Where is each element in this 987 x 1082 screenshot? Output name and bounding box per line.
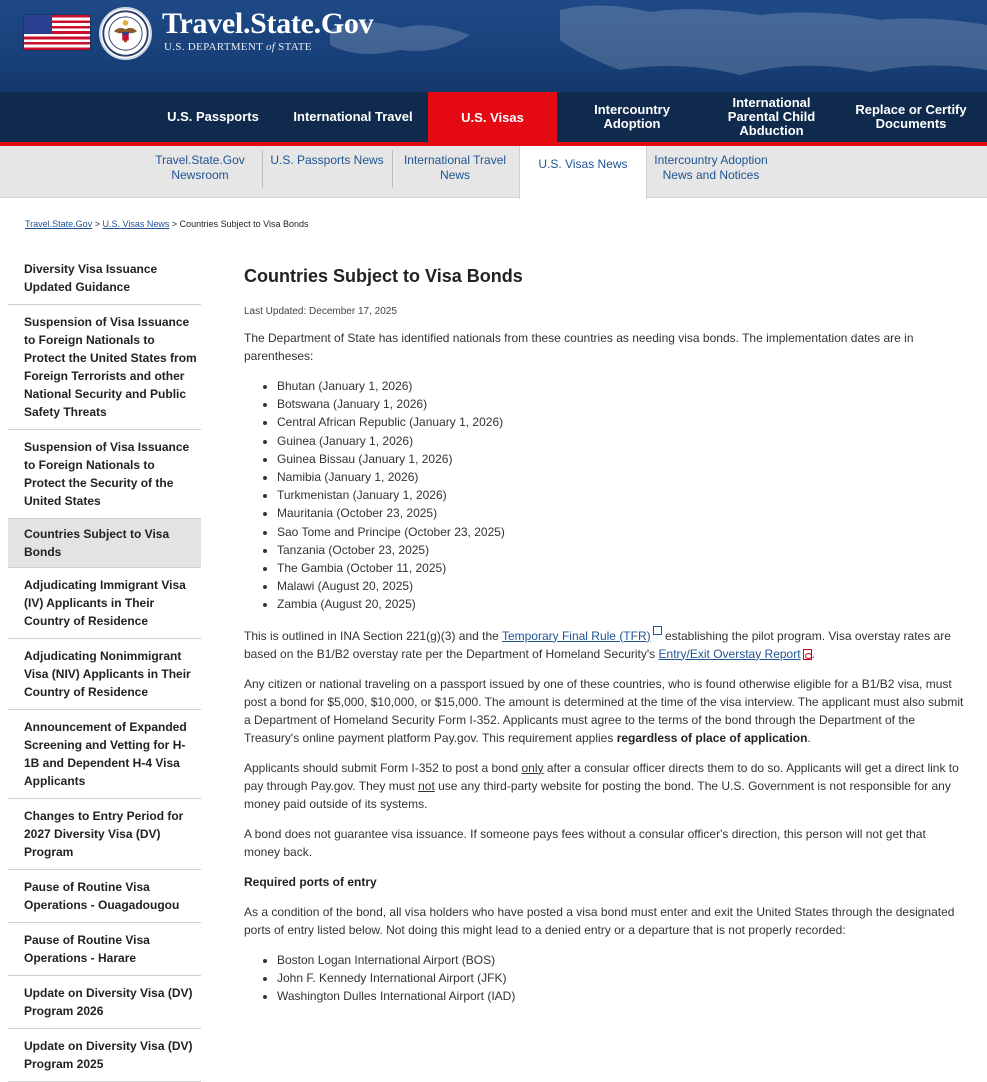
subnav-us-passports-news[interactable]: U.S. Passports News bbox=[270, 153, 384, 167]
ports-paragraph: As a condition of the bond, all visa holders who have posted a visa bond must enter and exit the United States through the designated ports of entry listed below. Not doing this might lead to a denied entry or a departure that is not properly recorded: bbox=[244, 904, 955, 937]
overstay-report-link[interactable]: Entry/Exit Overstay Report bbox=[658, 646, 801, 661]
bond-amount-paragraph: Any citizen or national traveling on a passport issued by one of these countries, who is found otherwise eligible for a B1/B2 visa, must post a bond for $5,000, $10,000, or $15,000. The amount is determined at the time of the visa interview. The applicant must also submit a Department of Homeland Security Form I-352. Applicants must agree to the terms of the bond through the Department of the Treasury's online payment platform Pay.gov. This requirement applies regardless of place of application. bbox=[244, 676, 964, 745]
guarantee-paragraph: A bond does not guarantee visa issuance. If someone pays fees without a consular officer's direction, this person will not get that money back. bbox=[244, 826, 926, 859]
nav-us-passports[interactable]: U.S. Passports bbox=[167, 109, 259, 124]
nav-intercountry-adoption[interactable]: Intercountry Adoption bbox=[594, 102, 670, 131]
sidebar-item[interactable]: Update on Diversity Visa (DV) Program 2025 bbox=[8, 1029, 201, 1082]
temporary-final-rule-link[interactable]: Temporary Final Rule (TFR) bbox=[501, 628, 651, 643]
sidebar-item-active[interactable]: Countries Subject to Visa Bonds bbox=[8, 519, 201, 568]
nav-international-parental-child-abduction[interactable]: International Parental Child Abduction bbox=[727, 95, 816, 138]
list-item: • Guinea Bissau (January 1, 2026) bbox=[277, 450, 964, 468]
main-navigation bbox=[0, 92, 987, 142]
external-link-icon bbox=[653, 626, 662, 635]
sidebar-item[interactable]: Suspension of Visa Issuance to Foreign Nationals to Protect the Security of the United States bbox=[8, 430, 201, 519]
nav-replace-or-certify-documents[interactable]: Replace or Certify Documents bbox=[855, 102, 967, 131]
subnav-separator bbox=[262, 150, 263, 188]
breadcrumb: Travel.State.Gov > U.S. Visas News > Countries Subject to Visa Bonds bbox=[25, 219, 309, 229]
nav-us-visas[interactable]: U.S. Visas bbox=[428, 92, 557, 143]
sidebar-item[interactable]: Suspension of Visa Issuance to Foreign Nationals to Protect the United States from Foreign Terrorists and other National Security and Public Safety Threats bbox=[8, 305, 201, 430]
sidebar-item[interactable]: Changes to Entry Period for 2027 Diversity Visa (DV) Program bbox=[8, 799, 201, 870]
sidebar-item[interactable]: Pause of Routine Visa Operations - Harare bbox=[8, 923, 201, 976]
list-item: • Malawi (August 20, 2025) bbox=[277, 577, 964, 595]
site-subtitle: U.S. DEPARTMENT of STATE bbox=[164, 41, 312, 53]
last-updated: Last Updated: December 17, 2025 bbox=[244, 306, 397, 317]
list-item: • Turkmenistan (January 1, 2026) bbox=[277, 486, 964, 504]
subnav-newsroom[interactable]: Travel.State.Gov Newsroom bbox=[155, 153, 245, 182]
subnav-separator bbox=[392, 150, 393, 188]
list-item: • Bhutan (January 1, 2026) bbox=[277, 377, 964, 395]
nav-international-travel[interactable]: International Travel bbox=[293, 109, 413, 124]
breadcrumb-current: Countries Subject to Visa Bonds bbox=[179, 219, 309, 229]
list-item: • Tanzania (October 23, 2025) bbox=[277, 541, 964, 559]
subnav-international-travel-news[interactable]: International Travel News bbox=[403, 153, 507, 182]
sidebar-item[interactable]: Adjudicating Immigrant Visa (IV) Applicants in Their Country of Residence bbox=[8, 568, 201, 639]
sidebar-item[interactable]: Adjudicating Nonimmigrant Visa (NIV) Applicants in Their Country of Residence bbox=[8, 639, 201, 710]
sidebar-item[interactable]: Announcement of Expanded Screening and Vetting for H-1B and Dependent H-4 Visa Applicants bbox=[8, 710, 201, 799]
list-item: • Central African Republic (January 1, 2026) bbox=[277, 413, 964, 431]
sidebar-item[interactable]: Update on Diversity Visa (DV) Program 2026 bbox=[8, 976, 201, 1029]
state-department-seal-icon[interactable] bbox=[99, 7, 152, 60]
list-item: • John F. Kennedy International Airport (JFK) bbox=[277, 969, 964, 987]
country-list bbox=[244, 377, 964, 614]
site-title[interactable]: Travel.State.Gov bbox=[162, 7, 374, 40]
breadcrumb-link-home[interactable]: Travel.State.Gov bbox=[25, 219, 93, 229]
list-item: • Guinea (January 1, 2026) bbox=[277, 432, 964, 450]
sidebar-item[interactable]: Diversity Visa Issuance Updated Guidance bbox=[8, 252, 201, 305]
list-item: • Botswana (January 1, 2026) bbox=[277, 395, 964, 413]
list-item: • Washington Dulles International Airport (IAD) bbox=[277, 987, 964, 1005]
pdf-icon bbox=[803, 649, 812, 660]
sidebar-news-list bbox=[8, 252, 201, 1082]
page-title: Countries Subject to Visa Bonds bbox=[244, 266, 523, 286]
legal-basis-paragraph: This is outlined in INA Section 221(g)(3) and the Temporary Final Rule (TFR) establishing the pilot program. Visa overstay rates are based on the B1/B2 overstay rate per the Department of Homeland Security's Entry/Exit Overstay Report . bbox=[244, 626, 964, 663]
subnav-us-visas-news[interactable]: U.S. Visas News bbox=[519, 146, 647, 199]
site-header bbox=[0, 0, 987, 92]
us-flag-icon bbox=[24, 15, 90, 50]
breadcrumb-link-visas-news[interactable]: U.S. Visas News bbox=[102, 219, 170, 229]
ports-list bbox=[244, 951, 964, 1006]
list-item: • Zambia (August 20, 2025) bbox=[277, 595, 964, 613]
list-item: • Sao Tome and Principe (October 23, 2025) bbox=[277, 523, 964, 541]
list-item: • Namibia (January 1, 2026) bbox=[277, 468, 964, 486]
article-content bbox=[244, 264, 964, 1017]
list-item: • Boston Logan International Airport (BOS) bbox=[277, 951, 964, 969]
intro-paragraph: The Department of State has identified nationals from these countries as needing visa bonds. The implementation dates are in parentheses: bbox=[244, 331, 914, 363]
sidebar-item[interactable]: Pause of Routine Visa Operations - Ouagadougou bbox=[8, 870, 201, 923]
list-item: • Mauritania (October 23, 2025) bbox=[277, 504, 964, 522]
subnav-intercountry-adoption-news[interactable]: Intercountry Adoption News and Notices bbox=[654, 153, 768, 182]
sub-navigation bbox=[0, 146, 987, 198]
ports-heading: Required ports of entry bbox=[244, 874, 377, 889]
list-item: • The Gambia (October 11, 2025) bbox=[277, 559, 964, 577]
submission-paragraph: Applicants should submit Form I-352 to post a bond only after a consular officer directs them to do so. Applicants will get a direct link to pay through Pay.gov. They must not use any third-party website for posting the bond. The U.S. Government is not responsible for any money paid outside of its systems. bbox=[244, 760, 959, 811]
